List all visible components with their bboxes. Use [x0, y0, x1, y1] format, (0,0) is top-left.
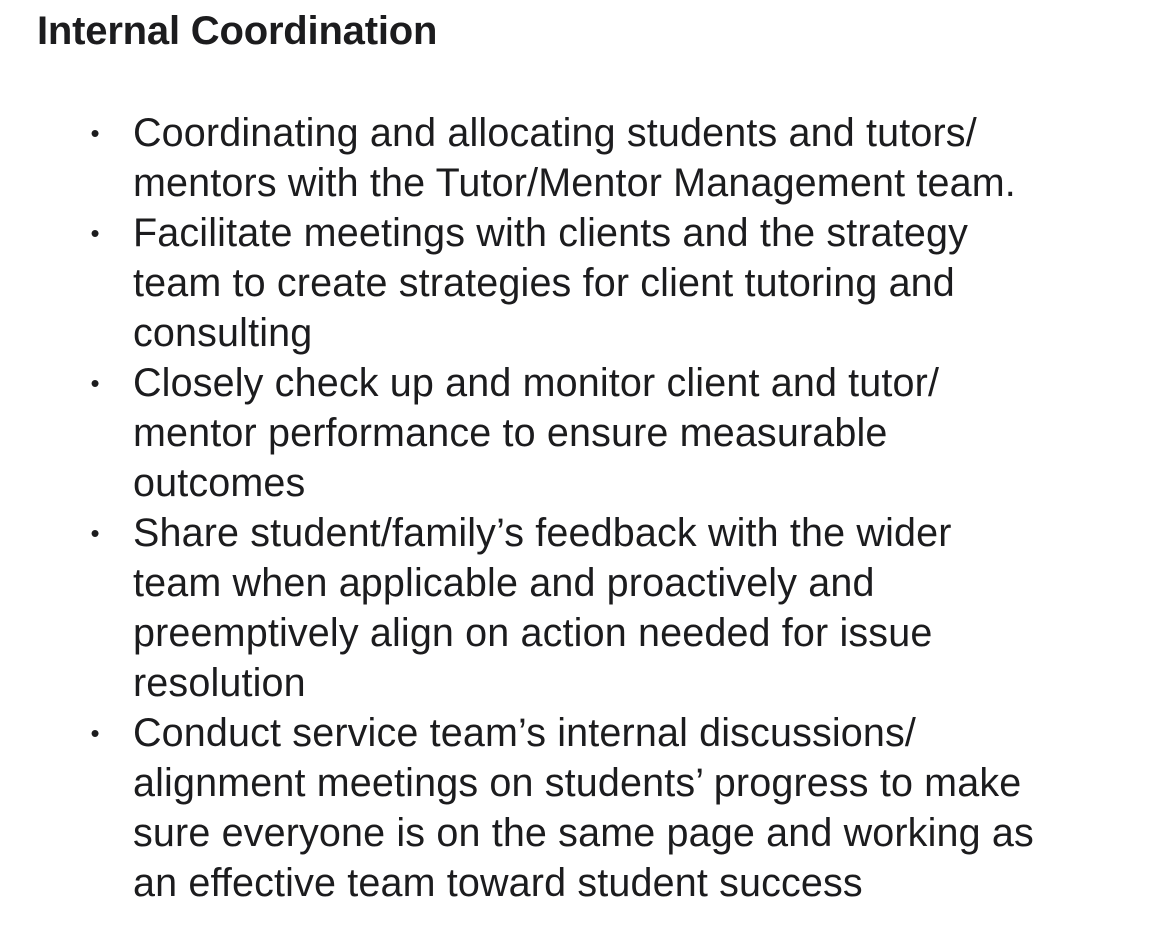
text-line: consulting [133, 311, 313, 355]
text-line: mentor performance to ensure measurable [133, 411, 888, 455]
section-heading: Internal Coordination [37, 9, 438, 53]
bullet-dot-icon: • [90, 218, 100, 248]
list-item-text [133, 508, 1123, 708]
text-line: alignment meetings on students’ progress to make [133, 761, 1022, 805]
list-item [0, 708, 1170, 908]
bullet-dot-icon: • [90, 518, 100, 548]
text-line: team to create strategies for client tutoring and [133, 261, 955, 305]
text-line: preemptively align on action needed for issue [133, 611, 933, 655]
bullet-dot-icon: • [90, 718, 100, 748]
list-item-text [133, 208, 1123, 358]
list-item [0, 108, 1170, 208]
list-item [0, 508, 1170, 708]
bullet-list [0, 108, 1170, 908]
text-line: an effective team toward student success [133, 861, 863, 905]
text-line: Conduct service team’s internal discussions/ [133, 711, 917, 755]
list-item-text [133, 108, 1123, 208]
text-line: Share student/family’s feedback with the wider [133, 511, 952, 555]
text-line: Closely check up and monitor client and tutor/ [133, 361, 940, 405]
text-line: outcomes [133, 461, 306, 505]
list-item [0, 208, 1170, 358]
bullet-dot-icon: • [90, 118, 100, 148]
text-line: team when applicable and proactively and [133, 561, 875, 605]
text-line: resolution [133, 661, 306, 705]
list-item [0, 358, 1170, 508]
bullet-dot-icon: • [90, 368, 100, 398]
text-line: mentors with the Tutor/Mentor Management team. [133, 161, 1016, 205]
text-line: Facilitate meetings with clients and the strategy [133, 211, 969, 255]
list-item-text [133, 708, 1123, 908]
text-line: Coordinating and allocating students and tutors/ [133, 111, 977, 155]
list-item-text [133, 358, 1123, 508]
text-line: sure everyone is on the same page and working as [133, 811, 1034, 855]
